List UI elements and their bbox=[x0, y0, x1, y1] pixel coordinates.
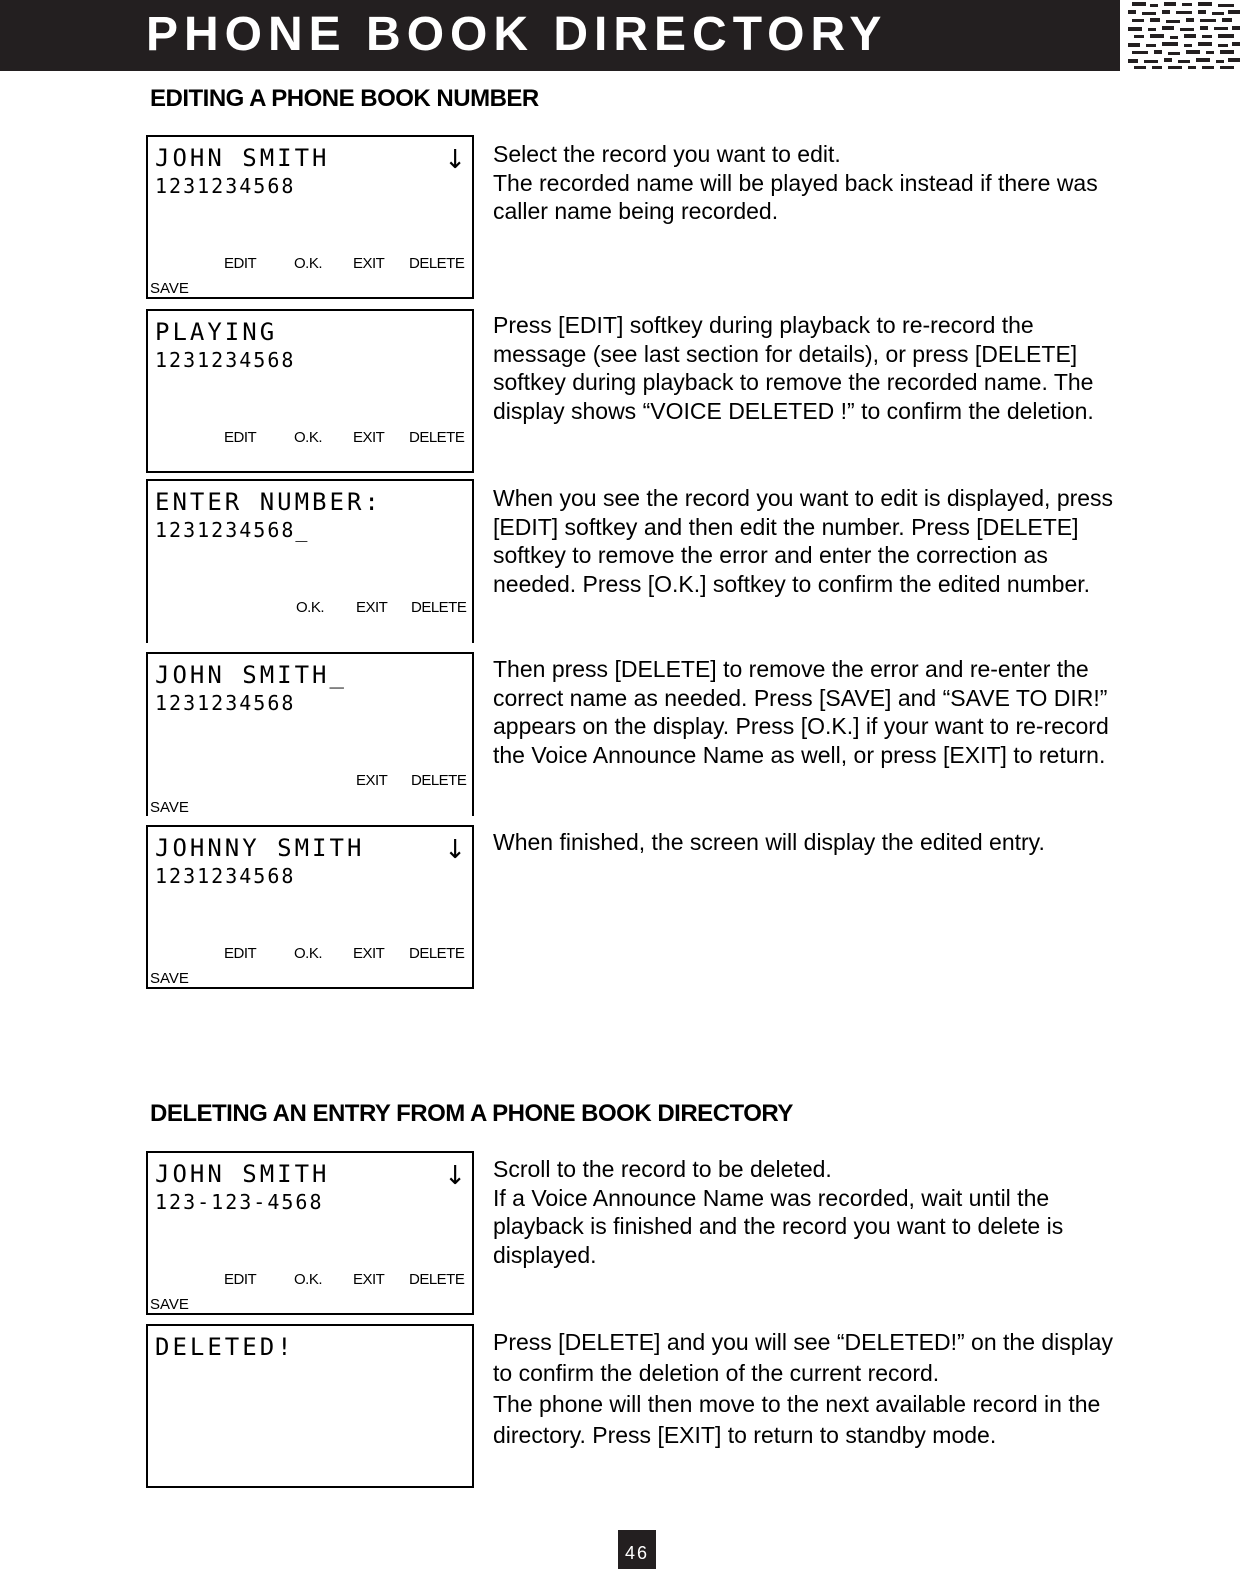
softkey-save: SAVE bbox=[150, 280, 189, 297]
lcd-line-1: JOHN SMITH_ bbox=[155, 661, 347, 689]
softkey-save: SAVE bbox=[150, 1296, 189, 1313]
lcd-line-2: 1231234568 bbox=[155, 174, 296, 198]
softkey-save: SAVE bbox=[150, 799, 189, 816]
lcd-line-2: 123-123-4568 bbox=[155, 1190, 324, 1214]
lcd-screen bbox=[146, 1151, 474, 1315]
scroll-down-arrow-icon: ↓ bbox=[444, 835, 466, 865]
lcd-screen bbox=[146, 652, 474, 816]
step-description: Select the record you want to edit. The recorded name will be played back instead if there was caller name being recorded. bbox=[493, 141, 1098, 225]
lcd-screen bbox=[146, 135, 474, 299]
lcd-line-1: JOHN SMITH bbox=[155, 1160, 330, 1188]
softkey-exit: EXIT bbox=[353, 255, 385, 272]
softkey-ok: O.K. bbox=[294, 429, 323, 446]
step-description: When finished, the screen will display the edited entry. bbox=[493, 829, 1045, 855]
softkey-exit: EXIT bbox=[353, 1271, 385, 1288]
softkey-exit: EXIT bbox=[353, 429, 385, 446]
step-description: Then press [DELETE] to remove the error and re-enter the correct name as needed. Press [SAVE] and “SAVE TO DIR!” appears on the display. Press [O.K.] if your want to re-record the Voice Announce Name as well, or press [EXIT] to return. bbox=[493, 656, 1109, 769]
lcd-line-2: 1231234568_ bbox=[155, 518, 310, 542]
lcd-line-2: 1231234568 bbox=[155, 348, 296, 372]
lcd-line-2: 1231234568 bbox=[155, 864, 296, 888]
softkey-edit: EDIT bbox=[224, 1271, 257, 1288]
softkey-exit: EXIT bbox=[356, 772, 388, 789]
softkey-exit: EXIT bbox=[356, 599, 388, 616]
scroll-down-arrow-icon: ↓ bbox=[444, 145, 466, 175]
softkey-delete: DELETE bbox=[409, 429, 465, 446]
softkey-save: SAVE bbox=[150, 970, 189, 987]
step-description: Press [DELETE] and you will see “DELETED!” on the display to confirm the deletion of the current record. The phone will then move to the next available record in the directory. Press [EXIT] to return to standby mode. bbox=[493, 1329, 1113, 1448]
softkey-ok: O.K. bbox=[296, 599, 325, 616]
lcd-line-1: JOHN SMITH bbox=[155, 144, 330, 172]
softkey-ok: O.K. bbox=[294, 945, 323, 962]
section-heading-deleting: DELETING AN ENTRY FROM A PHONE BOOK DIRECTORY bbox=[150, 1100, 793, 1127]
softkey-ok: O.K. bbox=[294, 255, 323, 272]
softkey-delete: DELETE bbox=[411, 772, 467, 789]
softkey-delete: DELETE bbox=[411, 599, 467, 616]
scroll-down-arrow-icon: ↓ bbox=[444, 1161, 466, 1191]
page-header-bar bbox=[0, 0, 1120, 71]
softkey-edit: EDIT bbox=[224, 945, 257, 962]
lcd-line-1: PLAYING bbox=[155, 318, 278, 346]
softkey-delete: DELETE bbox=[409, 255, 465, 272]
section-heading-editing: EDITING A PHONE BOOK NUMBER bbox=[150, 85, 539, 112]
softkey-exit: EXIT bbox=[353, 945, 385, 962]
lcd-line-2: 1231234568 bbox=[155, 691, 296, 715]
corner-pattern-mark bbox=[1128, 0, 1240, 71]
page-number: 46 bbox=[618, 1530, 656, 1569]
lcd-screen bbox=[146, 479, 474, 643]
softkey-edit: EDIT bbox=[224, 429, 257, 446]
page-title: PHONE BOOK DIRECTORY bbox=[146, 8, 888, 61]
lcd-screen bbox=[146, 1324, 474, 1488]
softkey-edit: EDIT bbox=[224, 255, 257, 272]
lcd-screen bbox=[146, 309, 474, 473]
lcd-line-1: ENTER NUMBER: bbox=[155, 488, 382, 516]
lcd-line-1: DELETED! bbox=[155, 1333, 295, 1361]
softkey-ok: O.K. bbox=[294, 1271, 323, 1288]
step-description: Press [EDIT] softkey during playback to re-record the message (see last section for details), or press [DELETE] softkey during playback to remove the recorded name. The display shows “VOICE DELETED !” to confirm the deletion. bbox=[493, 312, 1094, 425]
softkey-delete: DELETE bbox=[409, 945, 465, 962]
softkey-delete: DELETE bbox=[409, 1271, 465, 1288]
step-description: Scroll to the record to be deleted. If a Voice Announce Name was recorded, wait until the playback is finished and the record you want to delete is displayed. bbox=[493, 1156, 1064, 1269]
lcd-screen bbox=[146, 825, 474, 989]
lcd-line-1: JOHNNY SMITH bbox=[155, 834, 365, 862]
step-description: When you see the record you want to edit is displayed, press [EDIT] softkey and then edit the number. Press [DELETE] softkey to remove the error and enter the correction as needed. Press [O.K.] softkey to confirm the edited number. bbox=[493, 485, 1114, 598]
